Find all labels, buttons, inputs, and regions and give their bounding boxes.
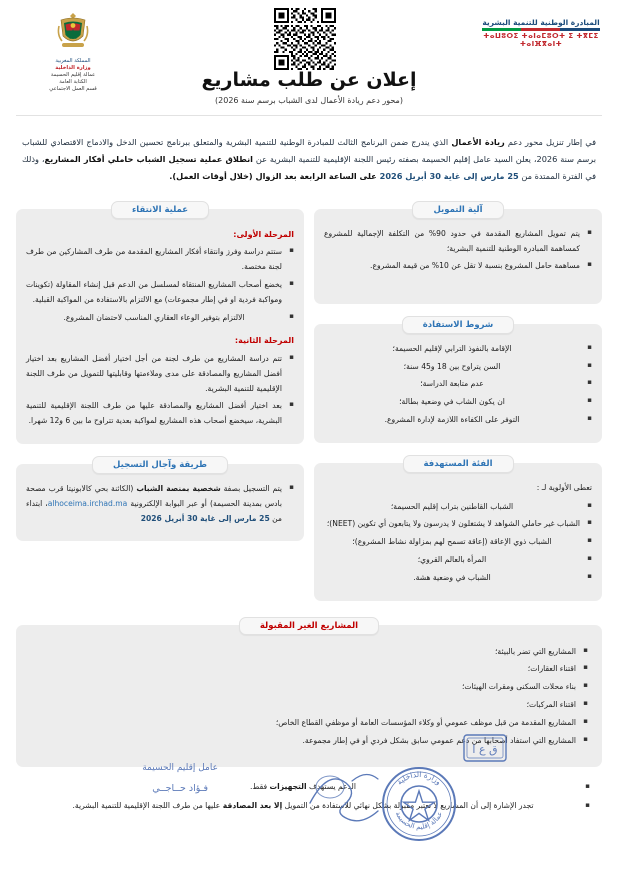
column-left	[16, 201, 304, 554]
section-title-registration: طريقة وآجال التسجيل	[92, 456, 228, 474]
svg-text:ق ع ا: ق ع ا	[472, 743, 498, 756]
note2-text-1: تجدر الإشارة إلى أن المشاريع لا تعتبر مقبولة بشكل نهائي للاستفادة من التمويل	[282, 800, 534, 810]
section-title-selection: عملية الانتقاء	[111, 201, 209, 219]
list-item: ▪ اقتناء العقارات؛	[30, 662, 588, 677]
list-item: ▪ الالتزام بتوفير الوعاء العقاري المناسب لاحتضان المشروع.	[26, 311, 294, 326]
note2-text-2: عليها من طرف اللجنة الإقليمية للتنمية البشرية.	[72, 800, 223, 810]
intro-highlight-entrepreneurship: ريادة الأعمال	[451, 137, 505, 148]
intro-highlight-dates: 25 مارس إلى غاية 30 أبريل 2026	[379, 170, 519, 181]
note2-emphasis: إلا بعد المصادقة	[222, 800, 283, 810]
svg-text:وزارة الداخلية: وزارة الداخلية	[394, 769, 444, 787]
target-lead: تعطى الأولوية لـ :	[536, 482, 592, 492]
header-divider	[16, 115, 602, 116]
registration-text-2: (الكائنة بحي كالابونيتا قرب مصحة بادس بمدينة الحسيمة) أو عبر البوابة الإلكترونية	[26, 483, 282, 508]
indh-logo-arabic: المبادرة الوطنية للتنمية البشرية	[482, 18, 600, 27]
page-subtitle: (محور دعم ريادة الأعمال لدى الشباب برسم سنة 2026)	[215, 96, 403, 105]
signatory-role: عامل إقليم الحسيمة	[142, 763, 218, 773]
conditions-list	[324, 342, 592, 428]
emblem-line-kingdom: المملكة المغربية	[55, 58, 91, 64]
intro-part-2: الذي يندرج ضمن البرنامج الثالث للمبادرة الوطنية للتنمية البشرية والمتعلق ببرنامج تحسين الدخل والادماج الاقتصادي للشباب برسم سنة 2026، يعلن السيد عامل إقليم الحسيمة بصفته رئيس اللجنة الإقليمية للتنمية البشرية عن	[22, 137, 596, 164]
list-item: ▪ تتم دراسة المشاريع من طرف لجنة من أجل اختيار أفضل المشاريع بعد اختيار أفضل المشاريع والمصادقة على مدى وملاءمتها وقابليتها للتمويل من طرف اللجنة الإقليمية للتنمية البشرية.	[26, 352, 294, 396]
section-selection	[16, 201, 304, 444]
section-financing	[314, 201, 602, 304]
intro-highlight-registration: انطلاق عملية تسجيل الشباب حاملي أفكار المشاريع	[44, 154, 253, 164]
indh-logo	[482, 8, 600, 48]
ministry-lines	[18, 58, 128, 93]
registration-text-1: يتم التسجيل بصفة	[220, 483, 282, 493]
qr-code-icon	[274, 8, 336, 70]
registration-platform: شخصية بمنصة الشباب	[136, 483, 221, 493]
list-item: ▪ الشباب غير حاملي الشواهد لا يشتغلون لا يدرسون ولا يتابعون أي تكوين (NEET)؛	[324, 517, 592, 532]
section-registration	[16, 456, 304, 541]
list-item: ▪ يخضع أصحاب المشاريع المنتقاة لمسلسل من الدعم قبل إنشاء المقاولة (تكوينات ومواكبة فردية او في إطار مجموعات) مع الالتزام بالاستفادة من المواكبة القبلية.	[26, 278, 294, 308]
list-item: ▪ عدم متابعة الدراسة؛	[324, 377, 592, 392]
note1-text-1: الدعم يستهدف	[306, 782, 356, 792]
registration-text-3: ، ابتداء من	[26, 498, 282, 523]
list-item: ▪ اقتناء المركبات؛	[30, 698, 588, 713]
list-item: ▪ المشاريع التي تضر بالبيئة؛	[30, 645, 588, 660]
section-title-target-group: الفئة المستهدفة	[403, 455, 514, 473]
note1-text-2: فقط.	[250, 782, 270, 792]
svg-text:عمالة إقليم الحسيمة: عمالة إقليم الحسيمة	[393, 810, 445, 832]
list-item: ▪ مساهمة حامل المشروع بنسبة لا تقل عن 10% من قيمة المشروع.	[324, 259, 592, 274]
page-title: إعلان عن طلب مشاريع	[201, 69, 417, 91]
signature-stamp-area	[0, 745, 618, 865]
indh-logo-colorbar	[482, 28, 600, 31]
section-body-registration	[16, 464, 304, 541]
list-item: ▪ المرأة بالعالم القروي؛	[324, 553, 592, 568]
emblem-line-ministry: وزارة الداخلية	[55, 65, 91, 72]
emblem-line-province: عمالة إقليم الحسيمة	[50, 72, 96, 79]
section-conditions	[314, 316, 602, 443]
section-body-target-group	[314, 463, 602, 601]
column-right	[314, 201, 602, 613]
section-title-financing: آلية التمويل	[412, 201, 503, 219]
section-title-conditions: شروط الاستفادة	[402, 316, 514, 334]
list-item: ▪ ان يكون الشاب في وضعية بطالة؛	[324, 395, 592, 410]
section-body-selection	[16, 209, 304, 444]
phase-two-list	[26, 352, 294, 429]
official-round-stamp-icon	[380, 765, 458, 843]
registration-dates: 25 مارس إلى غاية 30 أبريل 2026	[140, 513, 270, 523]
section-target-group	[314, 455, 602, 601]
list-item: ▪ الشباب ذوي الإعاقة (إعاقة تسمح لهم بمزاولة نشاط المشروع)؛	[324, 535, 592, 550]
list-item: ▪ بعد اختيار أفضل المشاريع والمصادقة عليها من طرف اللجنة الإقليمية للتنمية البشرية، سيخضع أصحاب هذه المشاريع لمواكبة بعدية تتراوح ما بين 6 و12 شهرا.	[26, 399, 294, 429]
registration-portal-link[interactable]: alhoceima.irchad.ma	[47, 498, 128, 508]
target-list	[324, 500, 592, 586]
qr-code-wrap	[274, 8, 336, 70]
signature-block	[142, 763, 218, 794]
morocco-emblem-block	[18, 8, 128, 93]
phase-two-label: المرحلة الثانية:	[234, 336, 294, 346]
phase-one-label: المرحلة الأولى:	[233, 229, 294, 239]
intro-part-1: في إطار تنزيل محور دعم	[504, 137, 596, 148]
indh-logo-tifinagh: ⵜⴰⵡⵓⵔⵉ ⵜⴰⵏⴰⵎⵓⵔⵜ ⵉ ⵜⴳⵎⵉ ⵜⴰⵏⴼⴳⴰⵏⵜ	[483, 31, 599, 48]
sections-grid	[10, 199, 608, 615]
square-stamp-icon	[462, 733, 508, 763]
list-item: ▪ ستتم دراسة وفرز وانتقاء أفكار المشاريع المقدمة من طرف المشاركين من طرف لجنة مختصة.	[26, 245, 294, 275]
signatory-name: فـؤاد حــاجــي	[152, 783, 208, 794]
registration-list	[26, 482, 294, 526]
list-item	[26, 482, 294, 526]
list-item: ▪ السن يتراوح بين 18 و45 سنة؛	[324, 360, 592, 375]
list-item: ▪ الإقامة بالنفوذ الترابي لإقليم الحسيمة؛	[324, 342, 592, 357]
list-item: ▪ المشاريع التي استفاد أصحابها من دعم عمومي سابق بشكل فردي أو في إطار مجموعة.	[30, 734, 588, 749]
financing-list	[324, 227, 592, 274]
section-body-conditions	[314, 324, 602, 443]
intro-paragraph	[10, 124, 608, 190]
list-item: ▪ الشباب في وضعية هشة.	[324, 571, 592, 586]
emblem-line-secretariat: الكتابة العامة	[59, 79, 87, 86]
section-body-financing	[314, 209, 602, 304]
list-item: ▪ يتم تمويل المشاريع المقدمة في حدود 90% من التكلفة الإجمالية للمشروع كمساهمة المبادرة الوطنية للتنمية البشرية؛	[324, 227, 592, 257]
list-item: ▪ الشباب القاطنين بتراب إقليم الحسيمة؛	[324, 500, 592, 515]
list-item: ▪ المشاريع المقدمة من قبل موظف عمومي أو وكلاء المؤسسات العامة أو موظفي القطاع الخاص؛	[30, 716, 588, 731]
intro-part-4: على الساعة الرابعة بعد الزوال (خلال أوقات العمل).	[169, 170, 380, 181]
phase-one-list	[26, 245, 294, 325]
morocco-coat-of-arms-icon	[56, 12, 90, 52]
emblem-line-division: قسم العمل الاجتماعي	[49, 86, 97, 93]
section-title-rejected: المشاريع الغير المقبولة	[239, 617, 379, 635]
list-item: ▪ التوفر على الكفاءة اللازمة لإدارة المشروع.	[324, 413, 592, 428]
note1-emphasis: التجهيزات	[269, 782, 307, 792]
list-item: ▪ بناء محلات السكنى ومقرات الهيئات؛	[30, 680, 588, 695]
intro-part-3: ، وذلك في الفترة الممتدة من	[22, 154, 596, 181]
